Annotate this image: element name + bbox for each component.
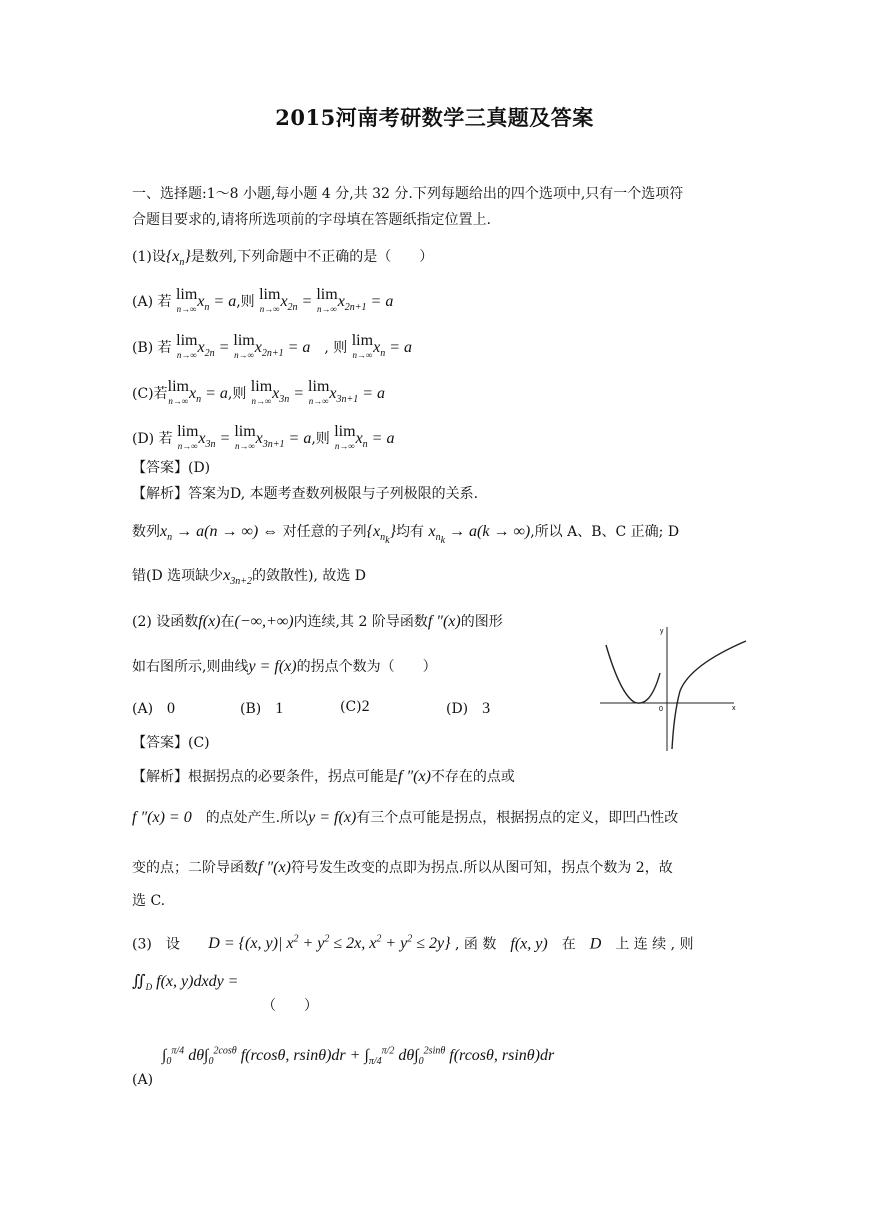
q2-option-d: (D) 3 [446,700,491,717]
section-instructions-line2: 合题目要求的,请将所选项前的字母填在答题纸指定位置上. [132,212,491,228]
section-instructions-line1: 一、选择题:1～8 小题,每小题 4 分,共 32 分.下列每题给出的四个选项中,只有一个选项符 [132,186,684,202]
second-derivative-graph [598,623,748,755]
q2-analysis-line1: 【解析】根据拐点的必要条件，拐点可能是f ″(x)不存在的点或 [132,768,515,785]
formula-y-eq-fx: y = f(x) [308,809,357,826]
q2-option-b: (B) 1 [240,700,284,717]
formula-x3n2: $x_{3n+2}$ [223,567,252,588]
q2-stem: (2) 设函数f(x)在(−∞,+∞)内连续,其 2 阶导函数f ″(x)的图形 [132,613,503,630]
q2-analysis-line4: 选 C. [132,893,166,909]
graph-origin-label: 0 [659,706,663,713]
formula-xn-to-a: $x_n \to a(n$ → ∞) ⇔ [160,523,279,544]
q1-option-a: (A) 若 lim n→∞ $x_n = a$,则 lim n→∞ $x_{2n} = \lim$ n→∞ $x_{2n+1} = a$ [132,286,394,314]
formula-domain-D: D = {(x, y)| $x^2 + y^2 \le 2x$, $x^2 + y^2 \le 2y$} [208,934,451,953]
graph-right-curve [672,641,746,749]
formula-lim: lim n→∞ [250,378,273,406]
q2-analysis-line3: 变的点；二阶导函数f ″(x)符号发生改变的点即为拐点.所以从图可知，拐点个数为 2，故 [132,859,673,876]
formula-xnk-to-a: $x_{n_k} \to a(k$ → ∞) [428,523,531,547]
q2-option-c: (C)2 [340,698,370,715]
formula-lim: lim n→∞ [177,423,199,451]
q1-option-c: (C)若lim n→∞ $x_n = a$,则 lim n→∞ $x_{3n} = \lim$ n→∞ $x_{3n+1} = a$ [132,378,386,406]
q1-analysis-line3: 错(D 选项缺少$x_{3n+2}$的敛散性), 故选 D [132,567,367,588]
formula-lim: lim n→∞ [175,286,198,314]
q3-option-a-formula [132,1042,554,1073]
formula-polar-integral: $\int_0^{\pi/4}$ $d\theta\int_0^{2cos\theta}$ f(rcosθ, $rsin\theta)dr + \int_{\pi/4}^{\pi/2}$ $d\theta\int_0^{2sin\theta}$ f(rcosθ, rsinθ)dr [162,1046,555,1068]
formula-fxy: f(x, y) [510,935,548,953]
formula-fx: f(x) [198,613,221,630]
q1-option-d: (D) 若 lim n→∞ $x_{3n} = \lim$ n→∞ $x_{3n+1} = a$,则 lim n→∞ $x_n = a$ [132,423,395,451]
formula-lim: lim n→∞ [233,332,255,360]
q3-stem: (3) 设 D = {(x, y)| $x^2 + y^2 \le 2x$, $x^2 + y^2 \le 2y$} , 函 数 f(x, y) 在 D 上 连 续 , 则 [132,934,694,953]
q1-option-b: (B) 若 lim n→∞ $x_{2n} = \lim$ n→∞ $x_{2n+1} = a$ , 则 lim n→∞ $x_n = a$ [132,332,412,360]
q1-stem: (1)设$\{x_n\}$是数列,下列命题中不正确的是（ ） [132,248,434,269]
q2-answer: 【答案】(C) [132,735,210,751]
formula-lim: lim n→∞ [334,423,356,451]
formula-lim: lim n→∞ [316,286,338,314]
formula-f2x-zero: f ″(x) = 0 [132,809,192,826]
formula-y-eq-fx: y = f(x) [248,658,297,675]
formula-interval: (−∞,+∞) [234,613,294,630]
q1-analysis-line1: 【解析】答案为D, 本题考查数列极限与子列极限的关系. [132,486,479,502]
formula-f2x: f ″(x) [398,768,431,785]
q2-stem-line2: 如右图所示,则曲线y = f(x)的拐点个数为（ ） [132,658,437,675]
q2-option-a: (A) 0 [132,700,176,717]
formula-lim: lim n→∞ [308,378,330,406]
formula-lim: lim n→∞ [234,423,256,451]
graph-left-curve [606,645,660,703]
page-title: 2015河南考研数学三真题及答案 [275,105,594,130]
formula-f2x: f ″(x) [427,613,461,630]
formula-subsequence: $\{x_{n_k}\}$ [366,523,396,547]
formula-lim: lim n→∞ [176,332,198,360]
graph-y-label: y [660,628,664,635]
q3-double-integral [132,972,238,997]
q1-analysis-line2: 数列$x_n \to a(n$ → ∞) ⇔ 对任意的子列$\{x_{n_k}\}$均有 $x_{n_k} \to a(k$ → ∞),所以 A、B、C 正确; D [132,523,680,547]
q3-option-a-label: (A) [132,1072,154,1088]
formula-lim: lim n→∞ [259,286,281,314]
formula-lim: lim n→∞ [351,332,374,360]
formula-lim: lim n→∞ [167,378,189,406]
formula-f2x: f ″(x) [258,859,291,876]
q1-answer: 【答案】(D) [132,460,211,476]
formula-double-integral: $∬_D$ f(x, y)dxdy = [132,973,239,993]
q2-analysis-line2: f ″(x) = 0 的点处产生.所以y = f(x)有三个点可能是拐点，根据拐点的定义，即凹凸性改 [132,809,679,826]
q3-blank: （ ） [262,998,318,1014]
graph-x-label: x [732,705,736,712]
formula-xn-braces: $\{x_n\}$ [165,248,191,269]
